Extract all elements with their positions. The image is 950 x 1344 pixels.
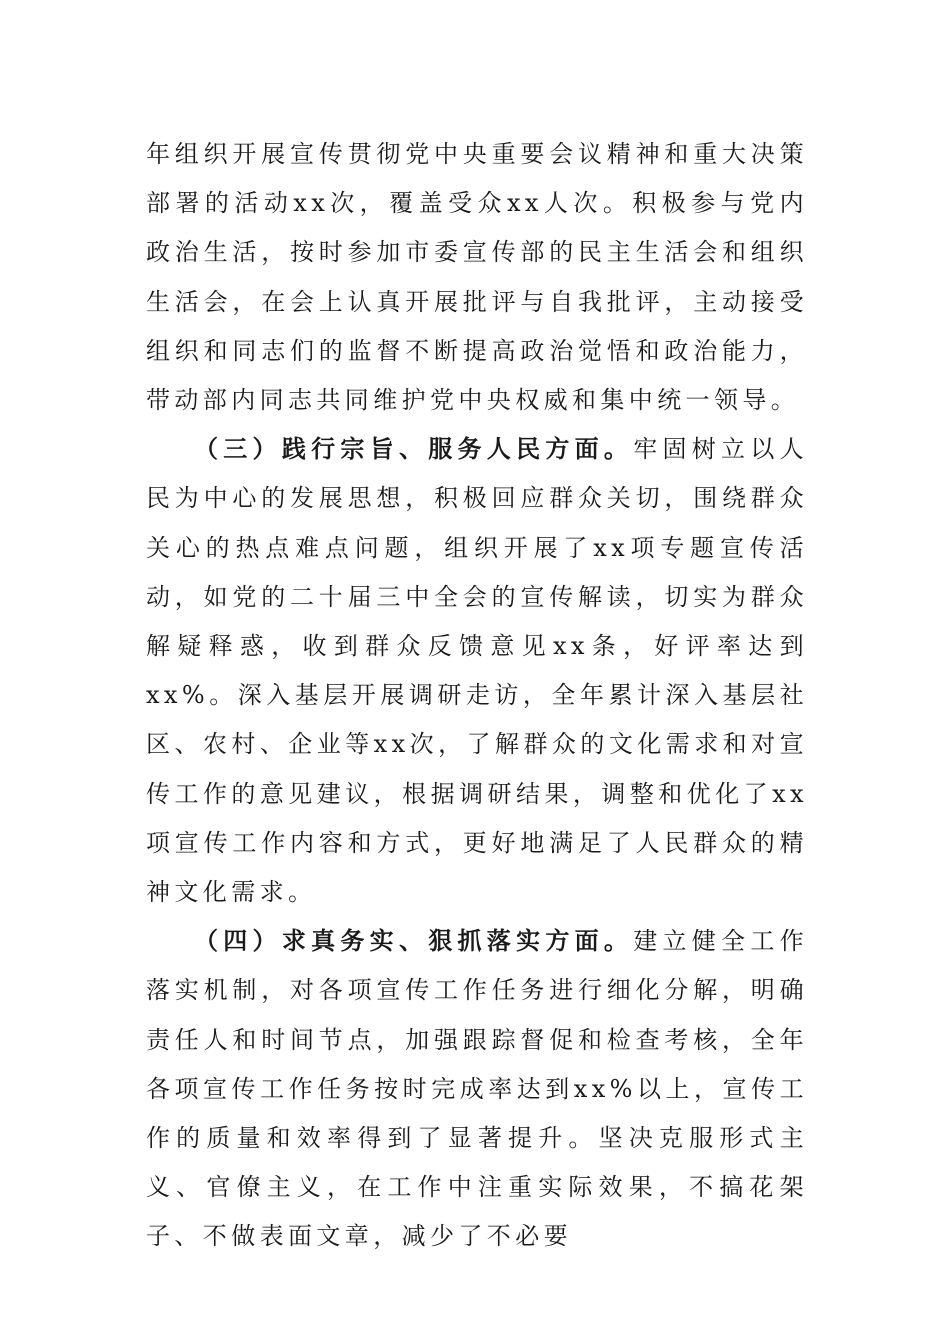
paragraph-continuation <box>146 130 808 425</box>
paragraph-text: 建立健全工作落实机制，对各项宣传工作任务进行细化分解，明确责任人和时间节点，加强跟踪督促和检查考核，全年各项宣传工作任务按时完成率达到xx%以上，宣传工作的质量和效率得到了显著提升。坚决克服形式主义、官僚主义，在工作中注重实际效果，不搞花架子、不做表面文章，减少了不必要 <box>146 927 809 1251</box>
section-heading-four: （四）求真务实、狠抓落实方面。 <box>194 927 634 956</box>
paragraph-text: 年组织开展宣传贯彻党中央重要会议精神和重大决策部署的活动xx次，覆盖受众xx人次。积极参与党内政治生活，按时参加市委宣传部的民主生活会和组织生活会，在会上认真开展批评与自我批评，主动接受组织和同志们的监督不断提高政治觉悟和政治能力，带动部内同志共同维护党中央权威和集中统一领导。 <box>146 140 808 415</box>
paragraph-implementation <box>146 917 808 1261</box>
section-heading-three: （三）践行宗旨、服务人民方面。 <box>194 435 634 464</box>
body-text <box>146 130 808 1262</box>
paragraph-text: 牢固树立以人民为中心的发展思想，积极回应群众关切，围绕群众关心的热点难点问题，组织开展了xx项专题宣传活动，如党的二十届三中全会的宣传解读，切实为群众解疑释惑，收到群众反馈意见xx条，好评率达到xx%。深入基层开展调研走访，全年累计深入基层社区、农村、企业等xx次，了解群众的文化需求和对宣传工作的意见建议，根据调研结果，调整和优化了xx项宣传工作内容和方式，更好地满足了人民群众的精神文化需求。 <box>146 435 809 907</box>
paragraph-service-people <box>146 425 808 917</box>
